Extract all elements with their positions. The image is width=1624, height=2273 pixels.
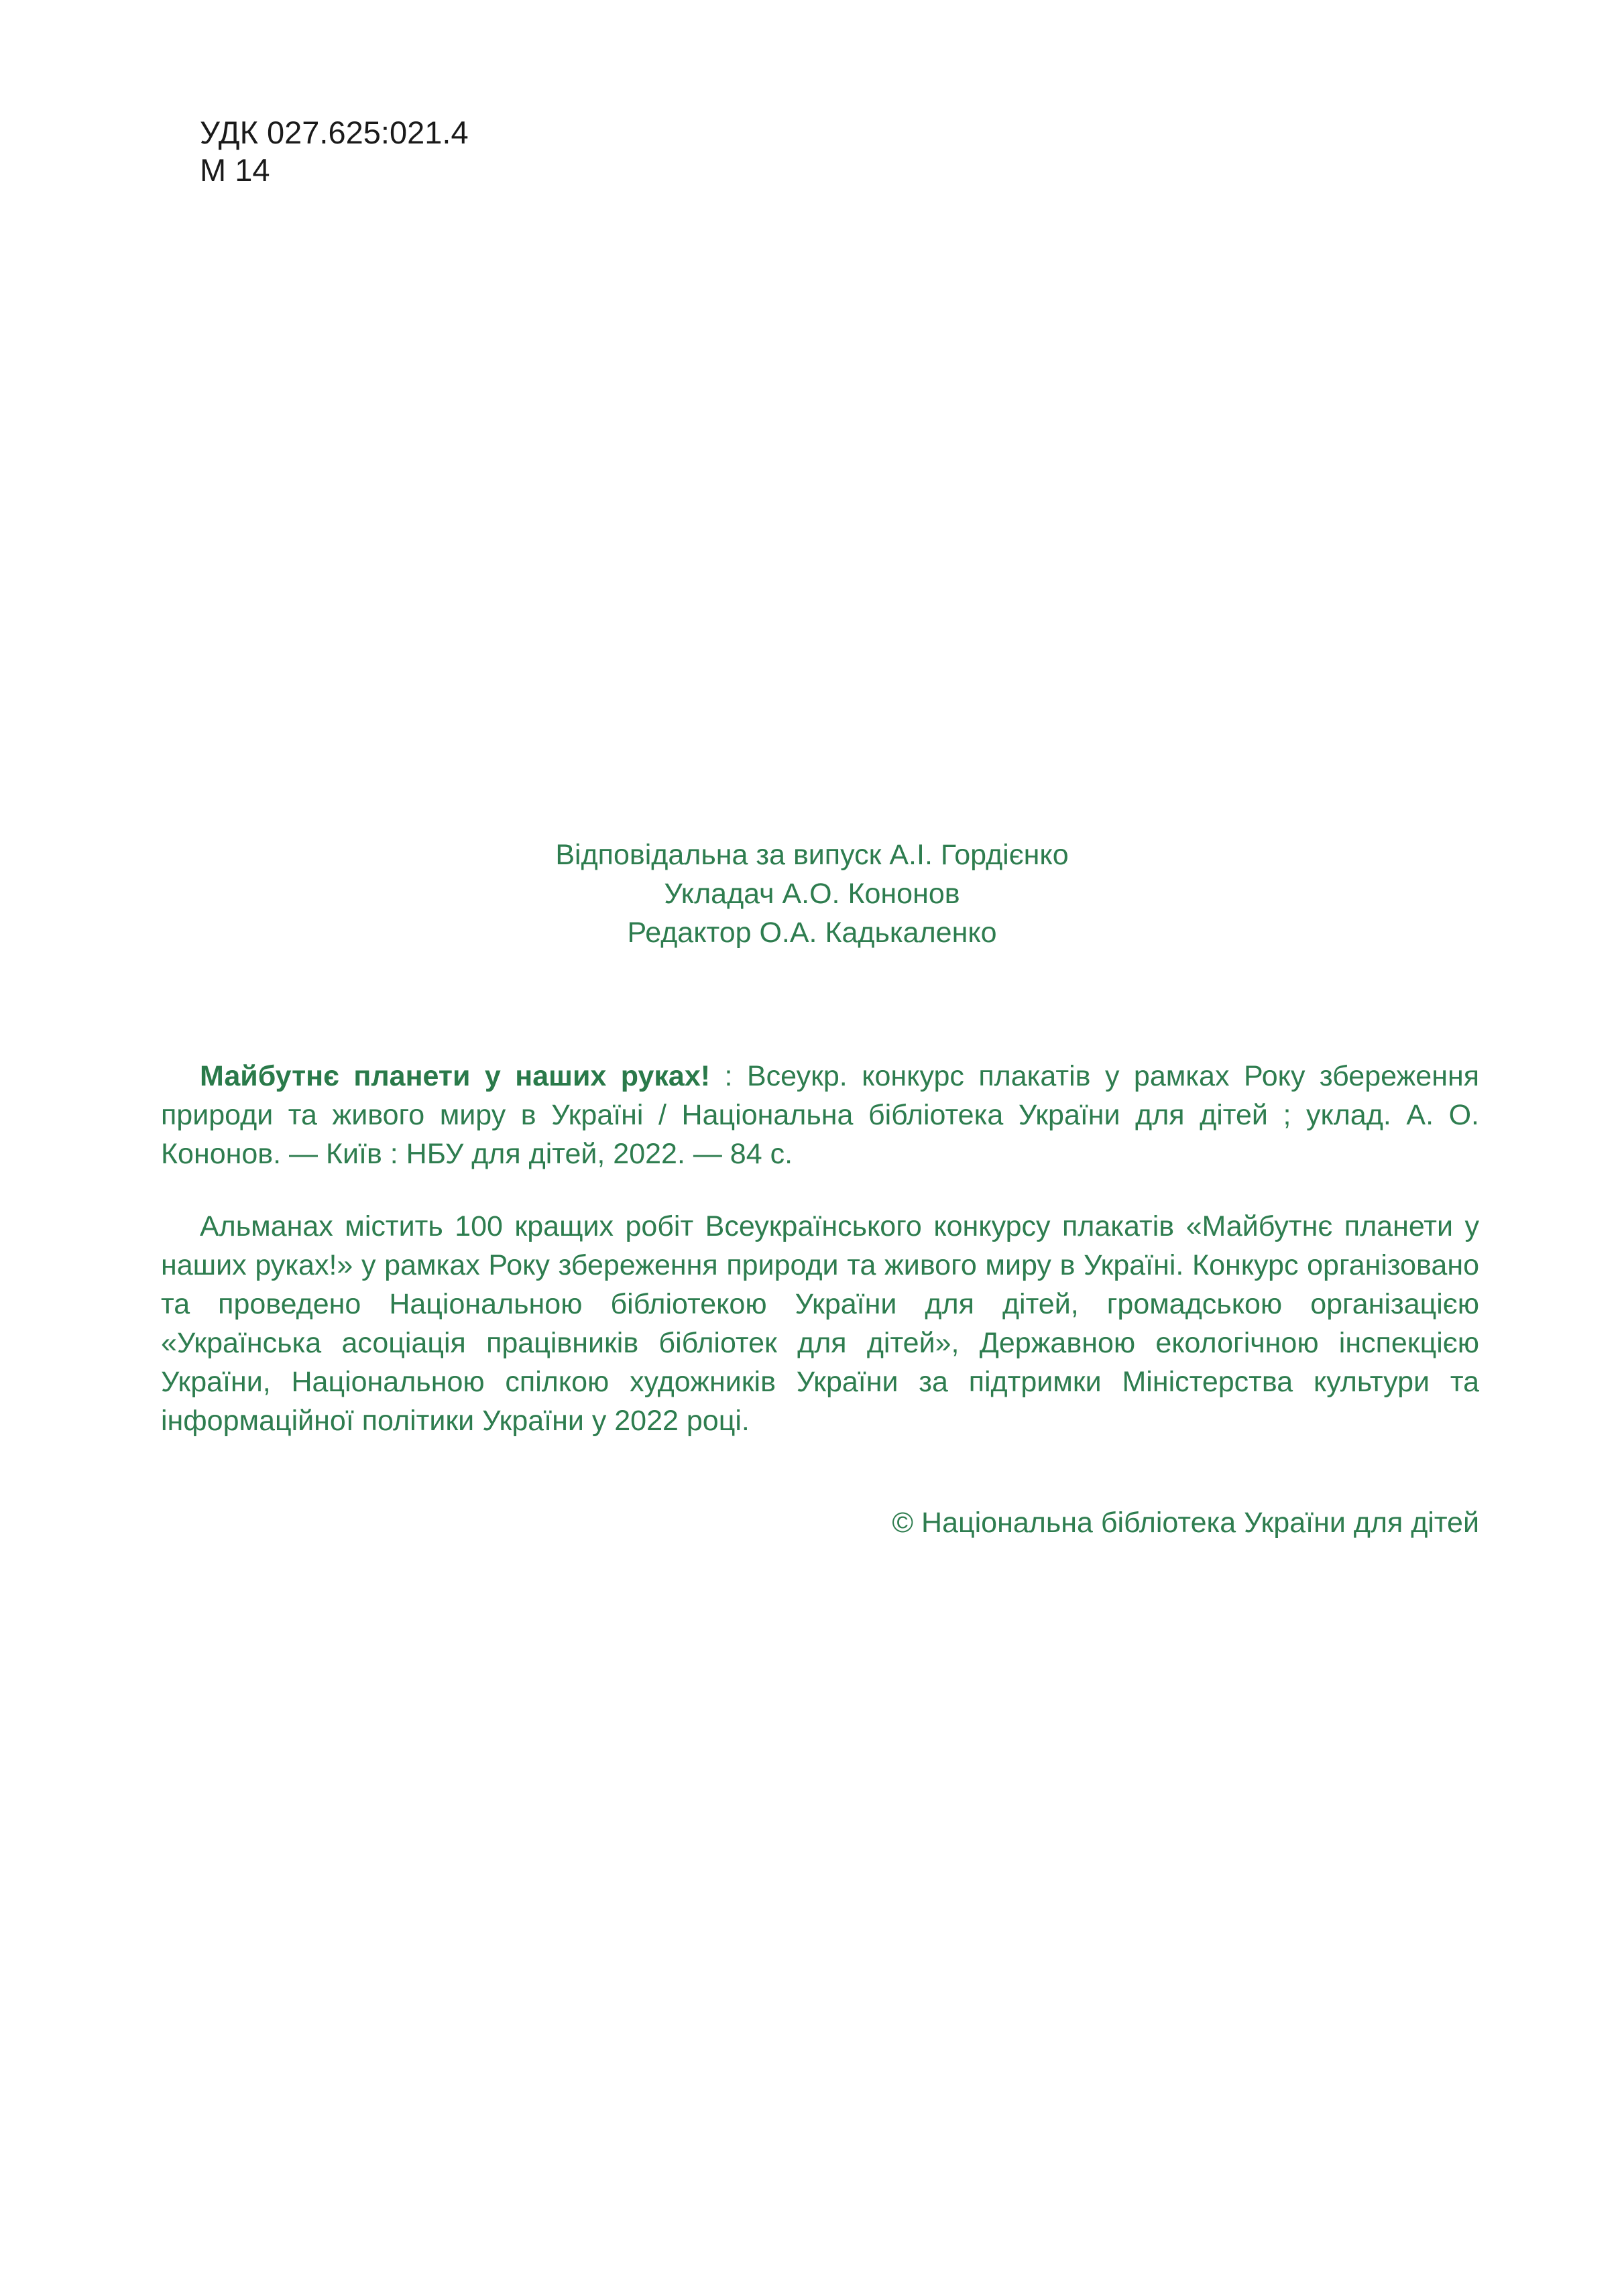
credits-block bbox=[0, 835, 1624, 952]
bibliographic-details: : Всеукр. конкурс плакатів у рамках Року збереження природи та живого миру в Україні / Національна бібліотека України для дітей ; уклад. А. О. Кононов. — Київ : НБУ для дітей, 2022. — 84 с. bbox=[161, 1060, 1480, 1170]
editor: Редактор О.А. Кадькаленко bbox=[627, 917, 997, 949]
copyright-notice: © Національна бібліотека України для дітей bbox=[892, 1507, 1479, 1539]
udc-block bbox=[200, 114, 469, 189]
compiler: Укладач А.О. Кононов bbox=[664, 878, 960, 910]
annotation: Альманах містить 100 кращих робіт Всеукраїнського конкурсу плакатів «Майбутнє планети у наших руках!» у рамках Року збереження природи та живого миру в Україні. Конкурс організовано та проведено Національною бібліотекою України для дітей, громадською організацією «Українська асоціація працівників бібліотек для дітей», Державною екологічною інспекцією України, Національною спілкою художників України за підтримки Міністерства культури та інформаційної політики України у 2022 році. bbox=[161, 1210, 1479, 1437]
udc-code: УДК 027.625:021.4 bbox=[200, 115, 469, 150]
book-title: Майбутнє планети у наших руках! bbox=[200, 1060, 711, 1092]
responsible-person: Відповідальна за випуск А.І. Гордієнко bbox=[555, 839, 1069, 871]
author-mark: М 14 bbox=[200, 152, 270, 188]
bibliographic-record bbox=[161, 1057, 1479, 1173]
